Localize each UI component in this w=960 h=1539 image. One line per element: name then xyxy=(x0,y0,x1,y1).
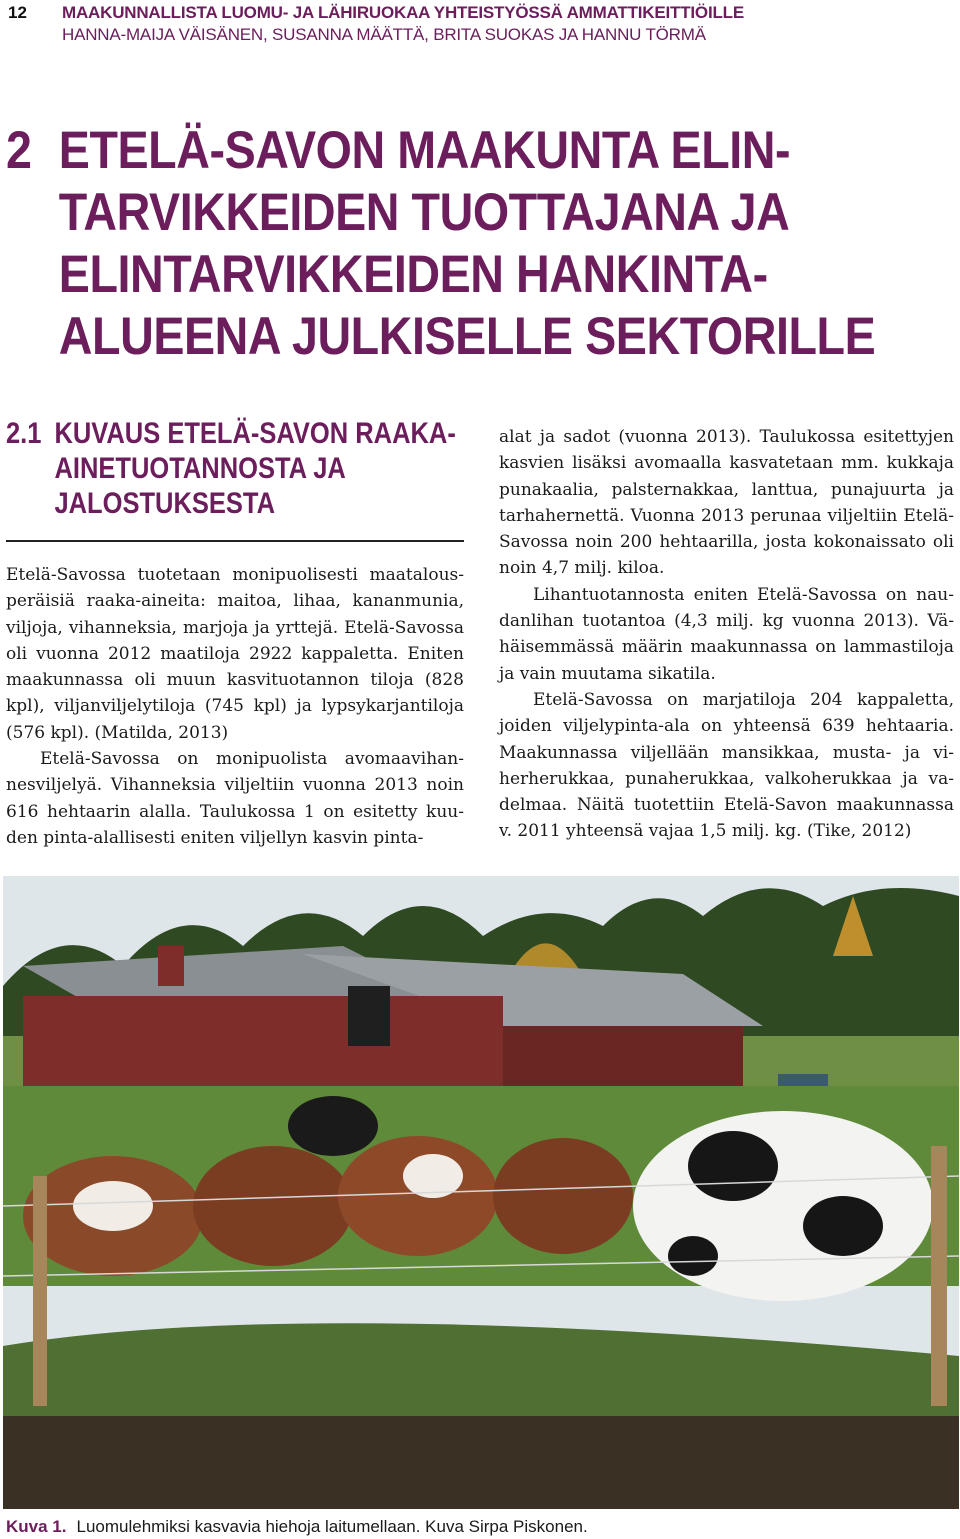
cow-patch xyxy=(668,1236,718,1276)
barn-door xyxy=(348,986,390,1046)
chapter-number: 2 xyxy=(6,121,32,180)
cow xyxy=(338,1136,498,1256)
section-heading xyxy=(6,416,456,521)
paragraph: Etelä-Savossa on monipuolista avomaavihannesviljelyä. Vihanneksia viljeltiin vuonna 2013 noin 616 hehtaarin alalla. Taulukossa 1 on esitetty kuuden pinta-alallisesti eniten viljellyn kasvin pinta- xyxy=(6,749,464,848)
section-number: 2.1 xyxy=(6,417,42,450)
figure-label: Kuva 1. xyxy=(6,1517,67,1536)
cow-head xyxy=(288,1096,378,1156)
paragraph: Etelä-Savossa tuotetaan monipuolisesti maatalousperäisiä raaka-aineita: maitoa, lihaa, kananmunia, viljoja, vihanneksia, marjoja ja yrttejä. Etelä-Savossa oli vuonna 2012 maatiloja 2922 kappaletta. Eniten maakunnassa oli muun kasvituotannon tiloja (828 kpl), viljanviljelytiloja (745 kpl) ja lypsykarjantiloja (576 kpl). (Matilda, 2013) xyxy=(6,565,464,743)
fence-post xyxy=(33,1176,47,1406)
page-number: 12 xyxy=(8,3,27,22)
cow-patch xyxy=(688,1131,778,1201)
section-title-line: KUVAUS ETELÄ-SAVON RAAKA- xyxy=(54,417,456,450)
cattle-photo xyxy=(3,876,959,1509)
section-title-line: AINETUOTANNOSTA JA xyxy=(54,452,346,485)
figure-caption xyxy=(6,1517,588,1537)
chapter-heading xyxy=(6,120,876,368)
cow-patch xyxy=(803,1196,883,1256)
fence-post xyxy=(931,1146,947,1406)
cow-patch xyxy=(73,1181,153,1231)
figure-caption-text: Luomulehmiksi kasvavia hiehoja laitumellaan. Kuva Sirpa Piskonen. xyxy=(76,1517,588,1536)
cow xyxy=(493,1138,633,1254)
paragraph: Lihantuotannosta eniten Etelä-Savossa on naudanlihan tuotantoa (4,3 milj. kg vuonna 2013). Vähäisemmässä määrin maakunnassa on lammastiloja ja vain muutama sikatila. xyxy=(499,584,954,684)
cow xyxy=(193,1146,353,1266)
holstein-cow xyxy=(633,1111,933,1301)
running-title: MAAKUNNALLISTA LUOMU- JA LÄHIRUOKAA YHTEISTYÖSSÄ AMMATTIKEITTIÖILLE xyxy=(62,3,744,22)
chapter-title-line: ETELÄ-SAVON MAAKUNTA ELIN- xyxy=(58,121,791,180)
running-header xyxy=(8,2,950,46)
barn-wall xyxy=(503,1026,743,1091)
barn-wall xyxy=(23,996,503,1091)
text-column-right xyxy=(499,424,954,845)
cattle-photo-illustration xyxy=(3,876,959,1509)
text-column-left xyxy=(6,562,464,851)
paragraph: alat ja sadot (vuonna 2013). Taulukossa esitettyjen kasvien lisäksi avomaalla kasvatetaan mm. kukkaja punakaalia, palsternakkaa, lanttua, punajuurta ja tarhahernettä. Vuonna 2013 perunaa viljeltiin Etelä-Savossa noin 200 hehtaarilla, josta kokonaissato oli noin 4,7 milj. kiloa. xyxy=(499,427,954,579)
chapter-title-line: ELINTARVIKKEIDEN HANKINTA- xyxy=(58,245,768,304)
paragraph: Etelä-Savossa on marjatiloja 204 kappaletta, joiden viljelypinta-ala on yhteensä 639 hehtaaria. Maakunnassa viljellään mansikkaa, musta- ja viherherukkaa, punaherukkaa, valkoherukkaa ja vadelmaa. Näitä tuotettiin Etelä-Savon maakunnassa v. 2011 yhteensä vajaa 1,5 milj. kg. (Tike, 2012) xyxy=(499,689,954,842)
section-divider xyxy=(6,540,464,542)
chimney xyxy=(158,946,184,986)
chapter-title-line: TARVIKKEIDEN TUOTTAJANA JA xyxy=(58,183,790,242)
chapter-title-line: ALUEENA JULKISELLE SEKTORILLE xyxy=(58,307,876,366)
section-title-line: JALOSTUKSESTA xyxy=(54,487,275,520)
authors: HANNA-MAIJA VÄISÄNEN, SUSANNA MÄÄTTÄ, BRITA SUOKAS JA HANNU TÖRMÄ xyxy=(62,25,706,44)
